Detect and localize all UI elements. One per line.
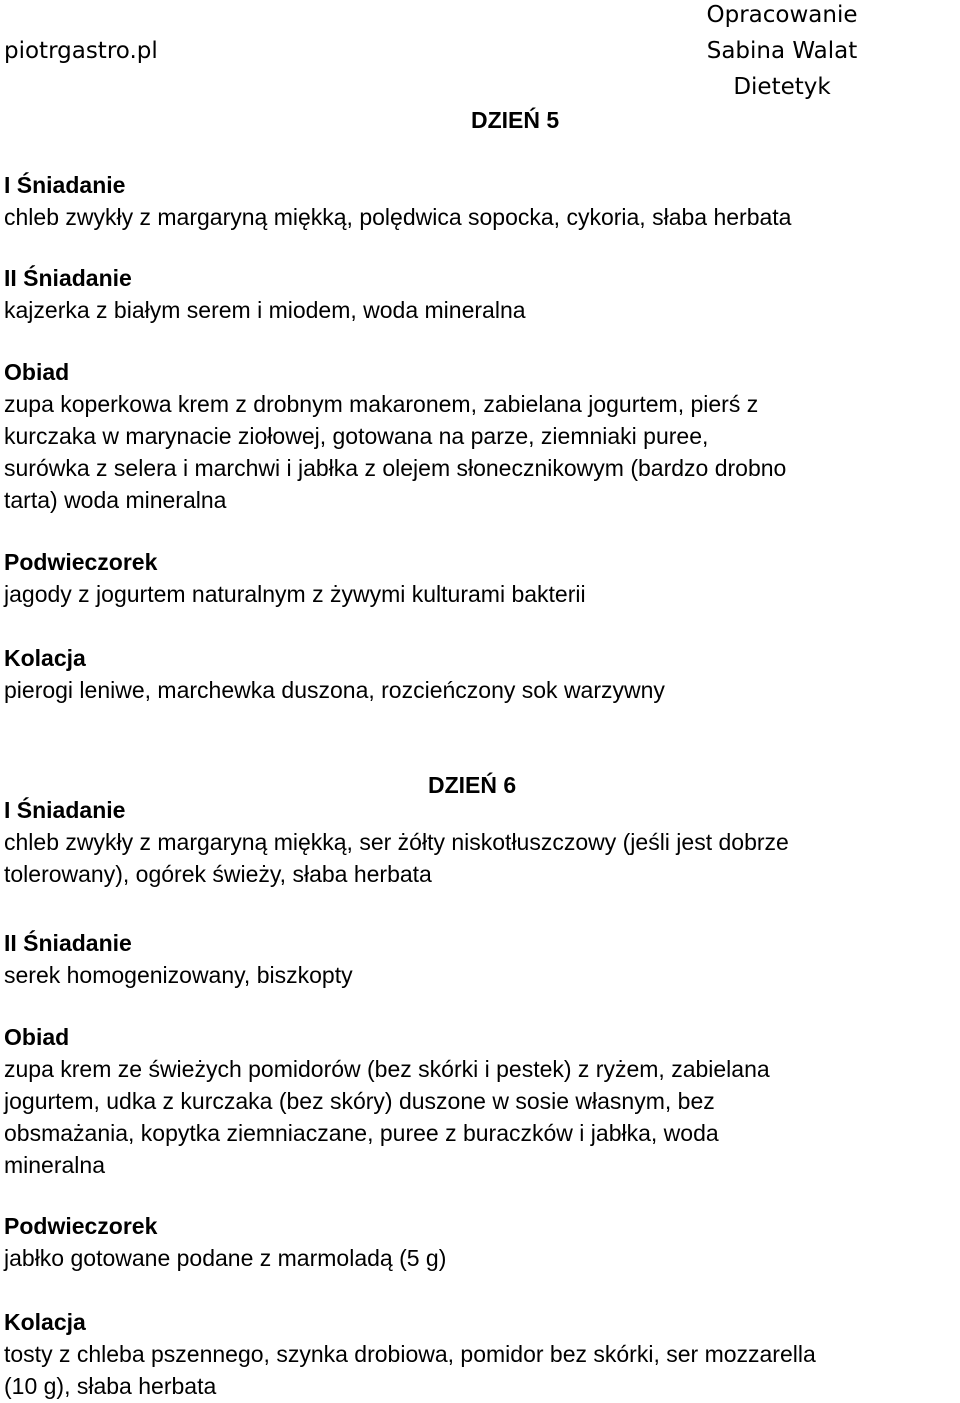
day-6-meal-snack <box>4 1211 956 1274</box>
author-name: Sabina Walat <box>706 38 858 64</box>
meal-text <box>4 959 956 991</box>
day-6-meal-second-breakfast <box>4 928 956 991</box>
meal-line: chleb zwykły z margaryną miękką, ser żółty niskotłuszczowy (jeśli jest dobrze <box>4 829 789 855</box>
meal-line: mineralna <box>4 1152 105 1178</box>
meal-text <box>4 294 956 326</box>
meal-title: II Śniadanie <box>4 265 132 291</box>
day-6-title: DZIEŃ 6 <box>428 772 517 798</box>
day-5-meal-second-breakfast <box>4 263 956 326</box>
meal-line: chleb zwykły z margaryną miękką, polędwica sopocka, cykoria, słaba herbata <box>4 204 792 230</box>
day-5-title: DZIEŃ 5 <box>471 107 560 133</box>
day-6-meal-lunch <box>4 1022 956 1181</box>
meal-line: kajzerka z białym serem i miodem, woda mineralna <box>4 297 526 323</box>
day-5-meal-breakfast <box>4 170 956 233</box>
meal-line: kurczaka w marynacie ziołowej, gotowana na parze, ziemniaki puree, <box>4 423 709 449</box>
author-title: Dietetyk <box>733 74 831 100</box>
meal-title: I Śniadanie <box>4 172 126 198</box>
meal-title: Kolacja <box>4 645 86 671</box>
meal-line: tarta) woda mineralna <box>4 487 227 513</box>
meal-line: jabłko gotowane podane z marmoladą (5 g) <box>4 1245 447 1271</box>
site-name: piotrgastro.pl <box>4 38 158 64</box>
meal-line: jogurtem, udka z kurczaka (bez skóry) duszone w sosie własnym, bez <box>4 1088 715 1114</box>
meal-line: obsmażania, kopytka ziemniaczane, puree z buraczków i jabłka, woda <box>4 1120 719 1146</box>
meal-line: tolerowany), ogórek świeży, słaba herbata <box>4 861 432 887</box>
meal-title: Podwieczorek <box>4 549 158 575</box>
meal-title: Kolacja <box>4 1309 86 1335</box>
day-5-meal-dinner <box>4 643 956 706</box>
meal-text <box>4 388 956 516</box>
meal-text <box>4 1053 956 1181</box>
meal-line: jagody z jogurtem naturalnym z żywymi kulturami bakterii <box>4 581 586 607</box>
meal-title: Obiad <box>4 1024 70 1050</box>
meal-text <box>4 578 956 610</box>
meal-line: zupa krem ze świeżych pomidorów (bez skórki i pestek) z ryżem, zabielana <box>4 1056 770 1082</box>
meal-text <box>4 201 956 233</box>
meal-line: serek homogenizowany, biszkopty <box>4 962 353 988</box>
meal-text <box>4 826 956 890</box>
meal-line: surówka z selera i marchwi i jabłka z olejem słonecznikowym (bardzo drobno <box>4 455 787 481</box>
day-5-meal-snack <box>4 547 956 610</box>
day-5-meal-lunch <box>4 357 956 516</box>
meal-line: tosty z chleba pszennego, szynka drobiowa, pomidor bez skórki, ser mozzarella <box>4 1341 816 1367</box>
meal-text <box>4 1242 956 1274</box>
meal-title: I Śniadanie <box>4 797 126 823</box>
day-6-meal-dinner <box>4 1307 956 1402</box>
day-6-meal-breakfast <box>4 795 956 890</box>
meal-text <box>4 1338 956 1402</box>
meal-text <box>4 674 956 706</box>
meal-title: Obiad <box>4 359 70 385</box>
meal-line: (10 g), słaba herbata <box>4 1373 217 1399</box>
meal-title: Podwieczorek <box>4 1213 158 1239</box>
meal-line: pierogi leniwe, marchewka duszona, rozcieńczony sok warzywny <box>4 677 665 703</box>
meal-line: zupa koperkowa krem z drobnym makaronem, zabielana jogurtem, pierś z <box>4 391 759 417</box>
author-label: Opracowanie <box>706 2 858 28</box>
meal-title: II Śniadanie <box>4 930 132 956</box>
